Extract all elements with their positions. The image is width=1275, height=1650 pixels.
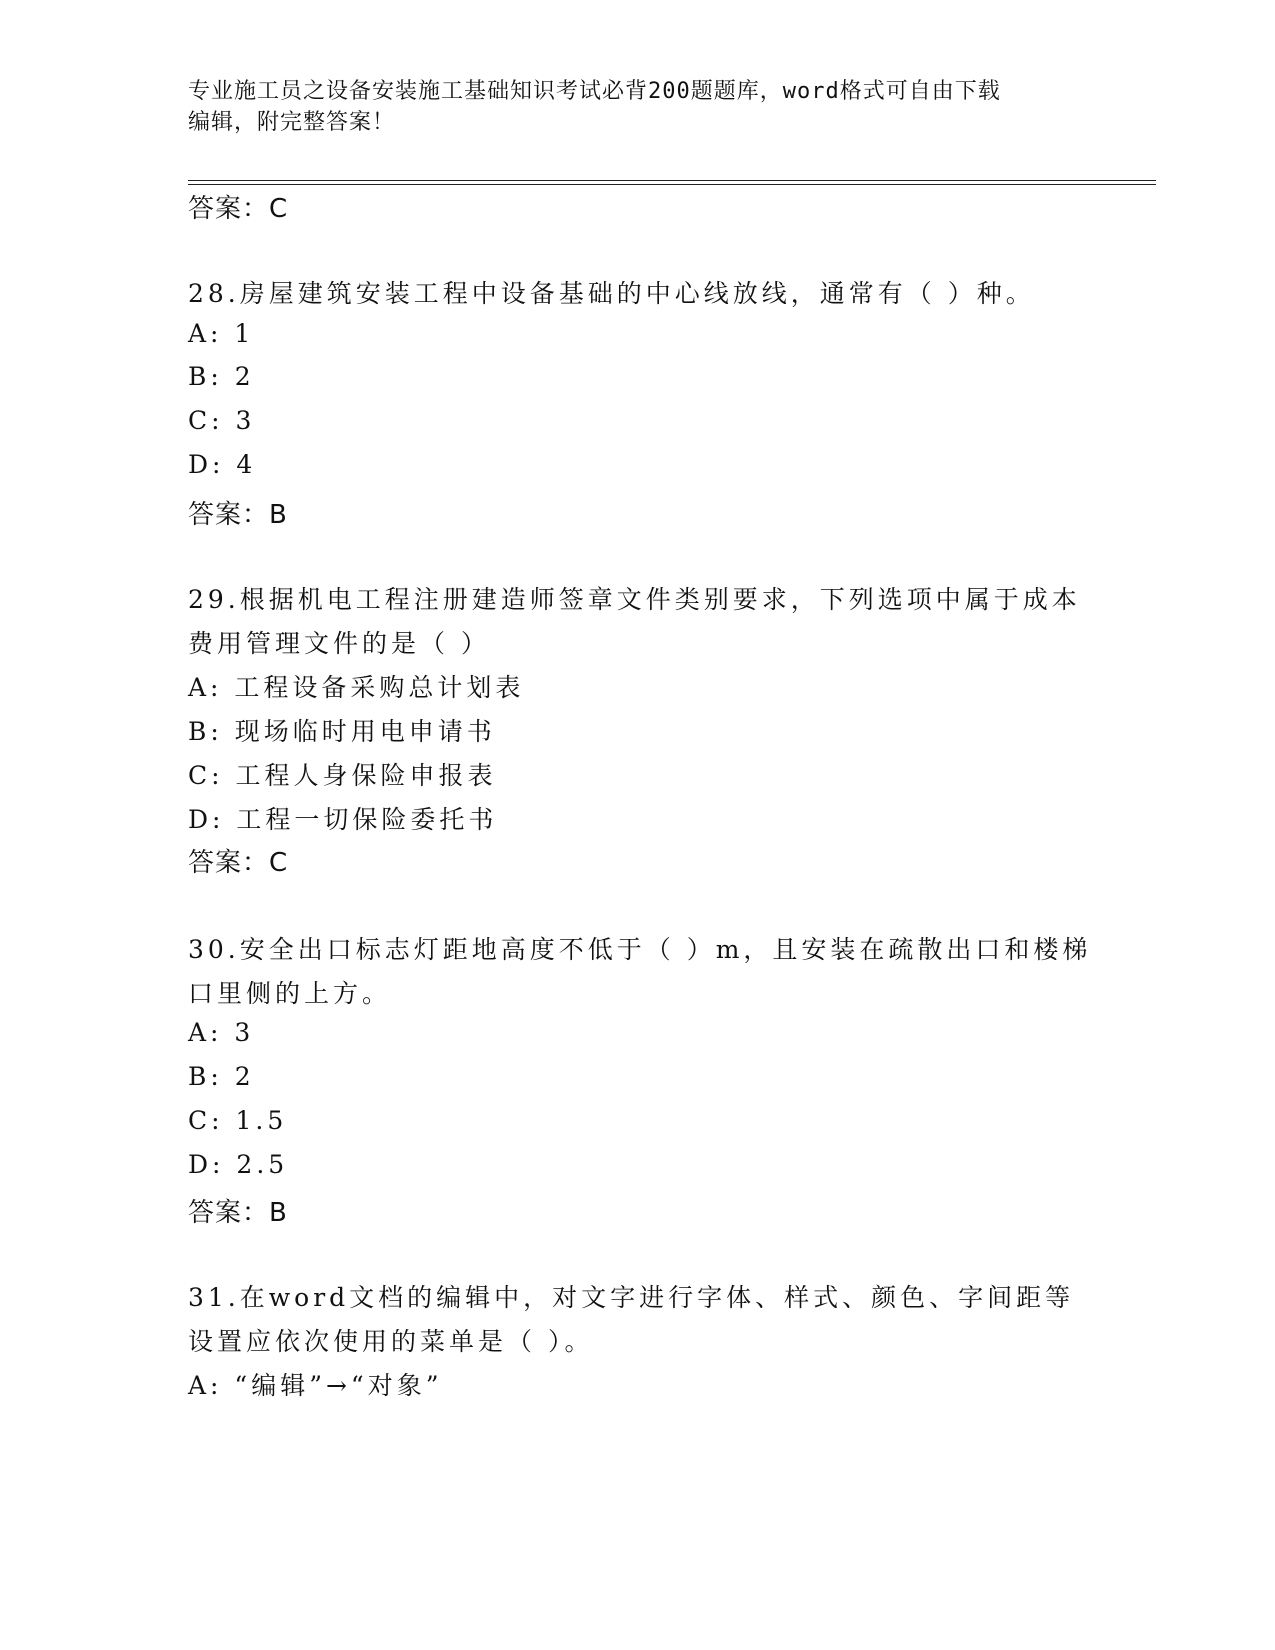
question-30-option-b: B: 2 xyxy=(188,1062,255,1091)
question-30-option-a: A: 3 xyxy=(188,1018,255,1047)
question-28-stem: 28.房屋建筑安装工程中设备基础的中心线放线，通常有（ ）种。 xyxy=(188,279,1035,308)
question-30-option-c: C: 1.5 xyxy=(188,1106,288,1135)
question-30-stem-line-2: 口里侧的上方。 xyxy=(188,979,392,1008)
previous-answer: 答案：C xyxy=(188,194,289,224)
question-31-option-a: A: “编辑”→“对象” xyxy=(188,1371,443,1400)
header-line-2: 编辑，附完整答案！ xyxy=(188,110,396,135)
question-28-option-c: C: 3 xyxy=(188,406,256,435)
header-line-1: 专业施工员之设备安装施工基础知识考试必背200题题库，word格式可自由下载 xyxy=(188,79,1001,104)
question-29-stem-line-2: 费用管理文件的是（ ） xyxy=(188,629,490,658)
question-29-option-b: B: 现场临时用电申请书 xyxy=(188,717,496,746)
question-28-option-b: B: 2 xyxy=(188,362,255,391)
question-28-option-a: A: 1 xyxy=(188,319,255,348)
question-28-answer: 答案：B xyxy=(188,500,288,530)
header-divider-bottom xyxy=(188,184,1156,185)
document-header xyxy=(188,76,1068,138)
question-30-answer: 答案：B xyxy=(188,1198,288,1228)
question-30-option-d: D: 2.5 xyxy=(188,1150,289,1179)
question-31-stem-line-2: 设置应依次使用的菜单是（ ）。 xyxy=(188,1327,594,1356)
question-29-option-c: C: 工程人身保险申报表 xyxy=(188,761,497,790)
question-29-stem-line-1: 29.根据机电工程注册建造师签章文件类别要求，下列选项中属于成本 xyxy=(188,585,1081,614)
header-divider-top xyxy=(188,180,1156,181)
question-28-option-d: D: 4 xyxy=(188,450,257,479)
question-29-option-d: D: 工程一切保险委托书 xyxy=(188,805,498,834)
question-31-stem-line-1: 31.在word文档的编辑中，对文字进行字体、样式、颜色、字间距等 xyxy=(188,1283,1075,1312)
question-30-stem-line-1: 30.安全出口标志灯距地高度不低于（ ）m，且安装在疏散出口和楼梯 xyxy=(188,935,1092,964)
question-29-option-a: A: 工程设备采购总计划表 xyxy=(188,673,525,702)
question-29-answer: 答案：C xyxy=(188,848,289,878)
